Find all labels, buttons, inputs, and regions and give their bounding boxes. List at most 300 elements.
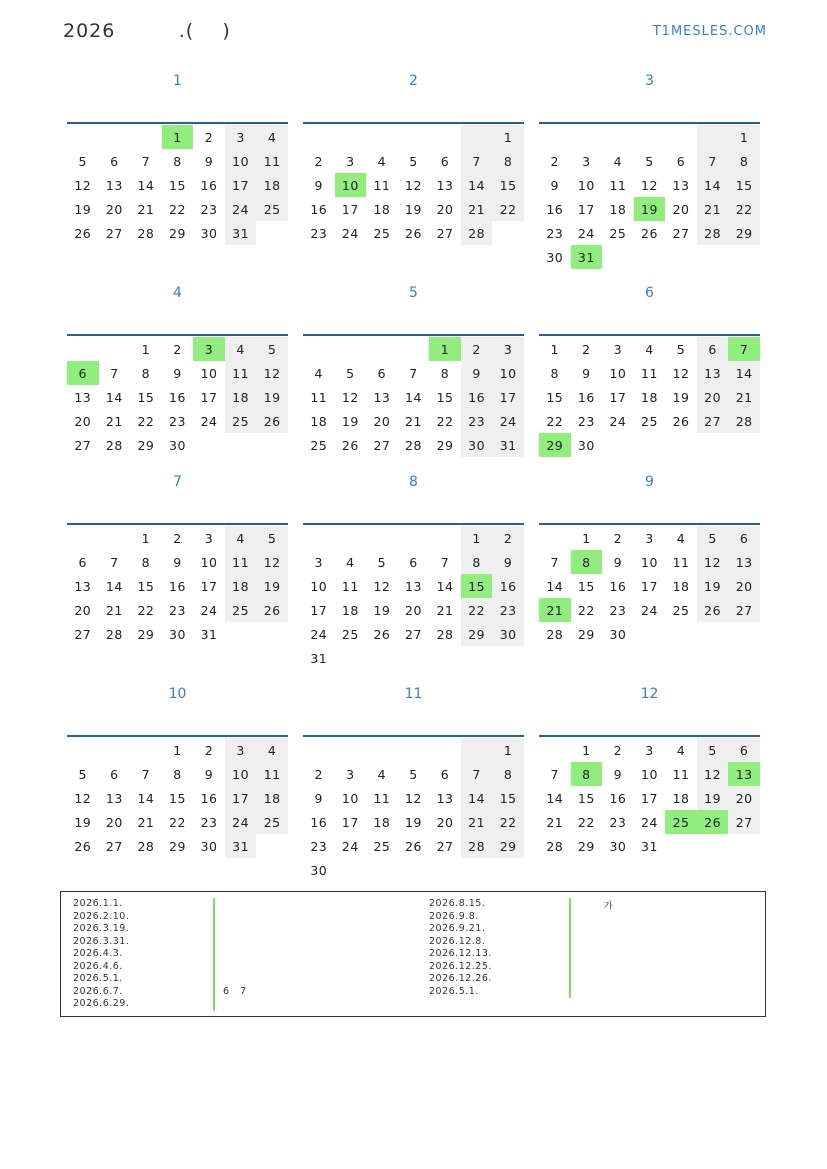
week-row [67, 574, 288, 598]
day-cell: 20 [105, 814, 123, 830]
empty-cell [602, 125, 634, 149]
day-cell: 3 [225, 738, 257, 762]
day-cell: 11 [609, 177, 627, 193]
day-cell: 27 [436, 225, 454, 241]
month-divider [67, 735, 288, 737]
day-cell: 16 [577, 389, 595, 405]
day-cell: 26 [697, 598, 729, 622]
site-logo-text[interactable]: T1MESLES.COM [652, 24, 767, 39]
day-cell: 2 [613, 742, 623, 758]
day-cell: 18 [373, 201, 391, 217]
day-cell: 16 [546, 201, 564, 217]
day-cell: 29 [169, 225, 186, 241]
day-cell: 26 [256, 598, 288, 622]
empty-cell [99, 738, 131, 762]
empty-cell [193, 433, 225, 457]
day-cell: 13 [405, 578, 422, 594]
empty-cell [398, 337, 430, 361]
day-cell: 10 [225, 762, 257, 786]
month-10 [67, 686, 288, 854]
day-cell: 11 [256, 149, 288, 173]
day-cell: 21 [105, 602, 123, 618]
day-cell: 11 [672, 766, 690, 782]
day-cell: 31 [492, 433, 524, 457]
day-cell: 18 [672, 578, 690, 594]
day-cell: 9 [613, 554, 623, 570]
day-cell: 7 [550, 554, 559, 570]
week-row [303, 409, 524, 433]
day-cell: 6 [676, 153, 686, 169]
month-name: 10 [168, 686, 187, 702]
day-cell: 25 [672, 602, 690, 618]
legend-date: 2026.6.7. [73, 985, 123, 997]
day-cell: 22 [169, 201, 186, 217]
day-cell: 7 [461, 149, 493, 173]
day-cell: 3 [314, 554, 323, 570]
day-cell: 16 [169, 578, 186, 594]
day-cell: 30 [200, 838, 218, 854]
day-cell: 18 [256, 786, 288, 810]
day-cell: 5 [676, 341, 686, 357]
day-cell: 8 [141, 365, 151, 381]
day-cell: 15 [436, 389, 454, 405]
day-cell: 25 [225, 598, 257, 622]
day-cell: 2 [204, 129, 214, 145]
day-cell: 28 [105, 437, 123, 453]
day-cell: 30 [546, 249, 564, 265]
week-row [67, 173, 288, 197]
day-cell: 4 [676, 742, 686, 758]
day-cell: 11 [341, 578, 359, 594]
day-cell: 15 [546, 389, 564, 405]
day-cell: 31 [225, 221, 257, 245]
week-row [539, 409, 760, 433]
day-cell: 13 [697, 361, 729, 385]
legend-date: 2026.3.19. [73, 923, 130, 934]
day-cell: 14 [728, 361, 760, 385]
empty-cell [225, 433, 257, 457]
day-cell: 7 [141, 153, 151, 169]
day-cell: 21 [405, 413, 422, 429]
empty-cell [697, 125, 729, 149]
week-row [303, 526, 524, 550]
day-cell: 14 [405, 389, 422, 405]
day-cell: 22 [137, 602, 155, 618]
day-cell: 26 [74, 838, 92, 854]
day-cell: 19 [373, 602, 391, 618]
day-cell: 5 [256, 337, 288, 361]
day-cell: 14 [137, 177, 155, 193]
week-row [539, 433, 760, 457]
month-grid [303, 125, 524, 245]
month-4 [67, 285, 288, 453]
day-cell: 2 [204, 742, 214, 758]
empty-cell [256, 622, 288, 646]
empty-cell [303, 526, 335, 550]
day-cell: 4 [256, 738, 288, 762]
week-row [539, 526, 760, 550]
day-cell: 30 [169, 437, 186, 453]
day-cell: 6 [377, 365, 387, 381]
month-name: 2 [409, 73, 418, 89]
week-row [303, 433, 524, 457]
week-row [67, 385, 288, 409]
day-cell: 19 [405, 201, 422, 217]
day-cell: 13 [373, 389, 391, 405]
day-cell: 1 [162, 125, 194, 149]
empty-cell [429, 858, 461, 882]
legend-date: 2026.12.25. [429, 960, 492, 972]
day-cell: 15 [577, 578, 595, 594]
day-cell: 2 [613, 530, 623, 546]
day-cell: 13 [74, 578, 92, 594]
empty-cell [366, 125, 398, 149]
empty-cell [665, 834, 697, 858]
day-cell: 24 [641, 814, 658, 830]
day-cell: 16 [492, 574, 524, 598]
day-cell: 4 [377, 766, 387, 782]
day-cell: 16 [310, 814, 328, 830]
day-cell: 23 [546, 225, 564, 241]
day-cell: 12 [672, 365, 690, 381]
week-row [303, 598, 524, 622]
day-cell: 23 [492, 598, 524, 622]
legend-row [73, 923, 247, 936]
day-cell: 24 [310, 626, 328, 642]
legend-row [73, 998, 247, 1011]
legend-date: 2026.5.1. [429, 985, 479, 997]
month-divider [67, 334, 288, 336]
week-row [303, 786, 524, 810]
day-cell: 6 [440, 153, 450, 169]
day-cell: 3 [645, 530, 654, 546]
empty-cell [461, 646, 493, 670]
day-cell: 20 [728, 786, 760, 810]
day-cell: 13 [105, 790, 123, 806]
day-cell: 10 [641, 554, 658, 570]
day-cell: 12 [697, 550, 729, 574]
legend-holiday-name [569, 986, 579, 999]
day-cell: 27 [672, 225, 690, 241]
week-row [67, 622, 288, 646]
day-cell: 21 [546, 814, 564, 830]
day-cell: 22 [492, 810, 524, 834]
empty-cell [602, 245, 634, 269]
empty-cell [67, 526, 99, 550]
day-cell: 7 [409, 365, 418, 381]
legend-date: 2026.3.31. [73, 935, 130, 947]
day-cell: 3 [225, 125, 257, 149]
day-cell: 27 [728, 598, 760, 622]
day-cell: 28 [697, 221, 729, 245]
month-divider [303, 334, 524, 336]
day-cell: 5 [78, 766, 87, 782]
empty-cell [256, 433, 288, 457]
day-cell: 4 [377, 153, 387, 169]
month-name: 11 [404, 686, 423, 702]
week-row [303, 622, 524, 646]
day-cell: 19 [256, 385, 288, 409]
day-cell: 24 [609, 413, 627, 429]
week-row [539, 786, 760, 810]
day-cell: 25 [641, 413, 658, 429]
day-cell: 22 [728, 197, 760, 221]
month-1 [67, 73, 288, 241]
month-name: 5 [409, 285, 418, 301]
month-divider [67, 122, 288, 124]
day-cell: 10 [225, 149, 257, 173]
day-cell: 29 [169, 838, 186, 854]
day-cell: 7 [697, 149, 729, 173]
day-cell: 10 [609, 365, 627, 381]
week-row [539, 598, 760, 622]
day-cell: 26 [74, 225, 92, 241]
day-cell: 20 [105, 201, 123, 217]
month-name: 9 [645, 474, 654, 490]
day-cell: 17 [200, 389, 218, 405]
day-cell: 7 [550, 766, 559, 782]
day-cell: 13 [74, 389, 92, 405]
day-cell: 6 [78, 554, 87, 570]
day-cell: 8 [571, 550, 603, 574]
month-name: 8 [409, 474, 418, 490]
day-cell: 13 [672, 177, 690, 193]
day-cell: 13 [728, 762, 760, 786]
empty-cell [665, 245, 697, 269]
day-cell: 3 [492, 337, 524, 361]
legend-holiday-name [213, 911, 223, 924]
day-cell: 11 [225, 550, 257, 574]
day-cell: 23 [310, 838, 328, 854]
month-3 [539, 73, 760, 265]
empty-cell [492, 221, 524, 245]
legend-holiday-name [569, 961, 579, 974]
legend-holiday-name: 6 7 [213, 986, 247, 999]
day-cell: 31 [641, 838, 658, 854]
empty-cell [335, 526, 367, 550]
legend-holiday-name [569, 911, 579, 924]
day-cell: 15 [728, 173, 760, 197]
legend-row [429, 936, 613, 949]
day-cell: 30 [310, 862, 328, 878]
day-cell: 18 [256, 173, 288, 197]
day-cell: 12 [373, 578, 391, 594]
empty-cell [429, 526, 461, 550]
day-cell: 21 [461, 810, 493, 834]
day-cell: 3 [346, 766, 355, 782]
day-cell: 19 [341, 413, 359, 429]
day-cell: 27 [405, 626, 422, 642]
day-cell: 21 [137, 201, 155, 217]
empty-cell [398, 858, 430, 882]
empty-cell [366, 526, 398, 550]
day-cell: 13 [728, 550, 760, 574]
empty-cell [366, 858, 398, 882]
day-cell: 24 [641, 602, 658, 618]
day-cell: 1 [461, 526, 493, 550]
day-cell: 27 [697, 409, 729, 433]
day-cell: 24 [577, 225, 595, 241]
legend-date: 2026.2.10. [73, 910, 130, 922]
day-cell: 30 [609, 838, 627, 854]
day-cell: 26 [672, 413, 690, 429]
week-row [67, 125, 288, 149]
day-cell: 11 [310, 389, 328, 405]
day-cell: 12 [405, 177, 422, 193]
legend-date: 2026.8.15. [429, 898, 486, 909]
day-cell: 28 [546, 626, 564, 642]
legend-date: 2026.4.3. [73, 948, 123, 959]
day-cell: 6 [697, 337, 729, 361]
day-cell: 25 [341, 626, 359, 642]
day-cell: 19 [697, 574, 729, 598]
day-cell: 23 [577, 413, 595, 429]
day-cell: 28 [436, 626, 454, 642]
day-cell: 22 [436, 413, 454, 429]
empty-cell [602, 433, 634, 457]
day-cell: 6 [440, 766, 450, 782]
day-cell: 24 [341, 225, 359, 241]
empty-cell [99, 125, 131, 149]
legend-row [73, 986, 247, 999]
legend-row [429, 986, 613, 999]
day-cell: 9 [492, 550, 524, 574]
day-cell: 27 [74, 437, 92, 453]
week-row [67, 433, 288, 457]
day-cell: 19 [74, 814, 92, 830]
day-cell: 30 [577, 437, 595, 453]
day-cell: 20 [373, 413, 391, 429]
day-cell: 14 [105, 578, 123, 594]
legend-holiday-name [213, 898, 223, 911]
day-cell: 4 [613, 153, 623, 169]
week-row [303, 337, 524, 361]
day-cell: 8 [173, 766, 182, 782]
day-cell: 1 [173, 742, 182, 758]
day-cell: 3 [645, 742, 654, 758]
day-cell: 7 [141, 766, 151, 782]
day-cell: 12 [697, 762, 729, 786]
day-cell: 29 [539, 433, 571, 457]
empty-cell [335, 125, 367, 149]
week-row [539, 173, 760, 197]
day-cell: 4 [645, 341, 654, 357]
day-cell: 7 [110, 365, 119, 381]
month-name: 3 [645, 73, 654, 89]
day-cell: 29 [137, 626, 155, 642]
day-cell: 21 [137, 814, 155, 830]
day-cell: 19 [697, 786, 729, 810]
month-divider [539, 334, 760, 336]
empty-cell [665, 125, 697, 149]
day-cell: 2 [582, 341, 591, 357]
day-cell: 12 [341, 389, 359, 405]
day-cell: 3 [193, 337, 225, 361]
week-row [303, 574, 524, 598]
day-cell: 14 [461, 173, 493, 197]
legend-row [73, 911, 247, 924]
day-cell: 26 [697, 810, 729, 834]
legend-row [429, 898, 613, 911]
month-grid [67, 526, 288, 646]
day-cell: 26 [641, 225, 658, 241]
week-row [67, 762, 288, 786]
day-cell: 2 [314, 766, 323, 782]
day-cell: 19 [256, 574, 288, 598]
day-cell: 9 [314, 177, 323, 193]
day-cell: 17 [641, 790, 658, 806]
month-grid [303, 738, 524, 882]
month-11 [303, 686, 524, 878]
day-cell: 19 [634, 197, 666, 221]
day-cell: 30 [461, 433, 493, 457]
day-cell: 24 [492, 409, 524, 433]
day-cell: 25 [256, 197, 288, 221]
legend-holiday-name: 가 [569, 898, 613, 911]
day-cell: 26 [256, 409, 288, 433]
empty-cell [130, 125, 162, 149]
empty-cell [728, 834, 760, 858]
day-cell: 22 [492, 197, 524, 221]
month-divider [303, 122, 524, 124]
day-cell: 10 [341, 790, 359, 806]
day-cell: 23 [169, 602, 186, 618]
day-cell: 17 [310, 602, 328, 618]
day-cell: 3 [582, 153, 591, 169]
day-cell: 16 [200, 177, 218, 193]
day-cell: 9 [550, 177, 559, 193]
day-cell: 1 [582, 530, 591, 546]
day-cell: 24 [225, 197, 257, 221]
day-cell: 25 [609, 225, 627, 241]
day-cell: 23 [169, 413, 186, 429]
day-cell: 31 [310, 650, 328, 666]
day-cell: 4 [676, 530, 686, 546]
empty-cell [398, 125, 430, 149]
page-title: 2026 .( ) [63, 20, 231, 42]
day-cell: 1 [550, 341, 559, 357]
legend-date: 2026.9.21. [429, 923, 486, 934]
day-cell: 2 [461, 337, 493, 361]
day-cell: 25 [225, 409, 257, 433]
legend-row [73, 898, 247, 911]
day-cell: 17 [577, 201, 595, 217]
empty-cell [461, 858, 493, 882]
day-cell: 23 [609, 602, 627, 618]
day-cell: 17 [609, 389, 627, 405]
day-cell: 2 [314, 153, 323, 169]
day-cell: 17 [225, 786, 257, 810]
day-cell: 16 [169, 389, 186, 405]
day-cell: 23 [200, 201, 218, 217]
day-cell: 8 [492, 762, 524, 786]
day-cell: 25 [373, 225, 391, 241]
day-cell: 11 [641, 365, 658, 381]
empty-cell [539, 738, 571, 762]
legend-column-left [73, 898, 247, 1011]
day-cell: 1 [141, 530, 151, 546]
week-row [539, 810, 760, 834]
week-row [67, 221, 288, 245]
week-row [67, 834, 288, 858]
week-row [67, 738, 288, 762]
empty-cell [539, 526, 571, 550]
day-cell: 25 [256, 810, 288, 834]
day-cell: 21 [436, 602, 454, 618]
day-cell: 19 [405, 814, 422, 830]
day-cell: 13 [105, 177, 123, 193]
day-cell: 17 [341, 814, 359, 830]
